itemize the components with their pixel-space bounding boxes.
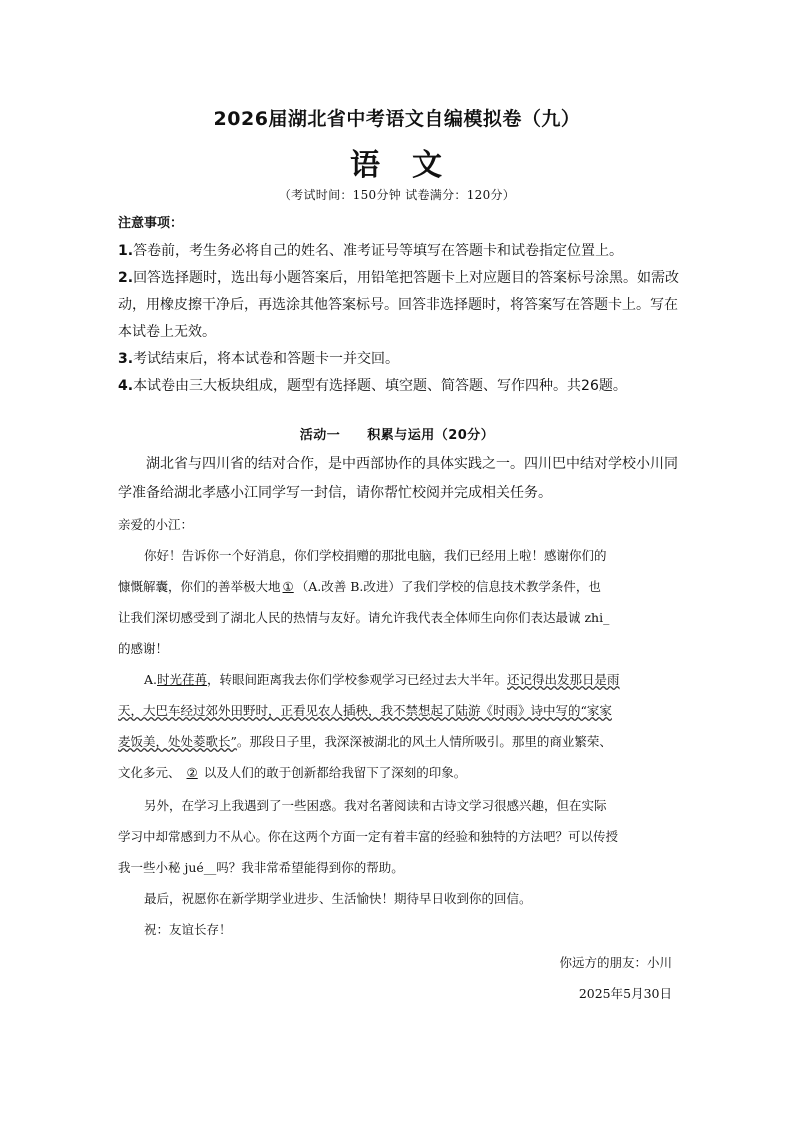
letter-text: （A.改善 B.改进）了我们学校的信息技术教学条件，也 <box>295 579 601 594</box>
notice-item-3 <box>118 348 680 368</box>
notice-item-text: 本试卷由三大板块组成，题型有选择题、填空题、简答题、写作四种。共26题。 <box>133 378 627 394</box>
letter-para-3-line-3: 我一些小秘 jué__吗？我非常希望能得到你的帮助。 <box>118 860 404 875</box>
notice-item-2 <box>118 267 680 287</box>
letter-para-1-line-1: 你好！告诉你一个好消息，你们学校捐赠的那批电脑，我们已经用上啦！感谢你们的 <box>144 548 607 563</box>
notice-item-text: 回答选择题时，选出每小题答案后，用铅笔把答题卡上对应题目的答案标号涂黑。如需改 <box>133 270 680 286</box>
notice-item-1 <box>118 240 680 260</box>
letter-para-1-line-4: 的感谢！ <box>118 641 169 656</box>
letter-salutation: 亲爱的小江： <box>118 517 194 532</box>
letter-signature: 你远方的朋友：小川 <box>559 955 672 970</box>
letter-date: 2025年5月30日 <box>578 986 672 1001</box>
blank-2: ② <box>186 765 198 780</box>
letter-text: 。那段日子里，我深深被湖北的风土人情所吸引。那里的商业繁荣、 <box>236 734 612 749</box>
notice-item-4 <box>118 375 680 395</box>
subject-char-1: 语 <box>350 148 382 183</box>
letter-para-3-line-1: 另外，在学习上我遇到了一些困惑。我对名著阅读和古诗文学习很感兴趣，但在实际 <box>144 798 607 813</box>
letter-para-2-line-4 <box>118 763 680 781</box>
letter-text: 文化多元、 <box>118 765 181 780</box>
notice-item-number: 2. <box>118 270 134 286</box>
letter-para-2-line-2: 天，大巴车经过郊外田野时，正看见农人插秧，我不禁想起了陆游《时雨》诗中写的“家家 <box>118 703 612 718</box>
notice-item-number: 1. <box>118 243 134 259</box>
notice-item-number: 4. <box>118 378 134 394</box>
notice-item-2-line-3: 本试卷上无效。 <box>118 324 216 340</box>
wavy-underlined-text: 麦饭美，处处菱歌长” <box>118 734 237 749</box>
exam-info: （考试时间：150分钟 试卷满分：120分） <box>278 188 516 202</box>
letter-para-1-line-2 <box>118 577 680 595</box>
intro-line-2: 学准备给湖北孝感小江同学写一封信，请你帮忙校阅并完成相关任务。 <box>118 485 552 501</box>
letter-para-3-line-2: 学习中却常感到力不从心。你在这两个方面一定有着丰富的经验和独特的方法吧？可以传授 <box>118 829 619 844</box>
section-title: 活动一 积累与运用（20分） <box>299 428 495 443</box>
letter-text: 慷慨解囊，你们的善举极大地 <box>118 579 281 594</box>
letter-text: A. <box>144 672 158 687</box>
underlined-phrase: 时光荏苒 <box>157 672 208 687</box>
wavy-underlined-text: 还记得出发那日是雨 <box>507 672 620 687</box>
letter-para-2-line-1 <box>118 670 706 688</box>
intro-line-1: 湖北省与四川省的结对合作，是中西部协作的具体实践之一。四川巴中结对学校小川同 <box>146 456 678 472</box>
letter-closing: 祝：友谊长存！ <box>144 922 232 937</box>
blank-1: ① <box>282 579 294 594</box>
notice-item-number: 3. <box>118 351 134 367</box>
letter-para-4: 最后，祝愿你在新学期学业进步、生活愉快！期待早日收到你的回信。 <box>144 891 532 906</box>
subject-heading <box>0 140 794 184</box>
notice-heading: 注意事项： <box>118 216 184 231</box>
letter-para-1-line-3: 让我们深切感受到了湖北人民的热情与友好。请允许我代表全体师生向你们表达最诚 zhi_ <box>118 610 610 625</box>
subject-char-2: 文 <box>412 148 444 183</box>
notice-item-2-line-2: 动，用橡皮擦干净后，再选涂其他答案标号。回答非选择题时，将答案写在答题卡上。写在 <box>118 297 678 313</box>
notice-item-text: 考试结束后，将本试卷和答题卡一并交回。 <box>133 351 400 367</box>
letter-text: 以及人们的敢于创新都给我留下了深刻的印象。 <box>203 765 467 780</box>
letter-text: ，转眼间距离我去你们学校参观学习已经过去大半年。 <box>207 672 508 687</box>
exam-title: 2026届湖北省中考语文自编模拟卷（九） <box>213 108 581 130</box>
notice-item-text: 答卷前，考生务必将自己的姓名、准考证号等填写在答题卡和试卷指定位置上。 <box>133 243 624 259</box>
letter-para-2-line-3 <box>118 732 680 750</box>
